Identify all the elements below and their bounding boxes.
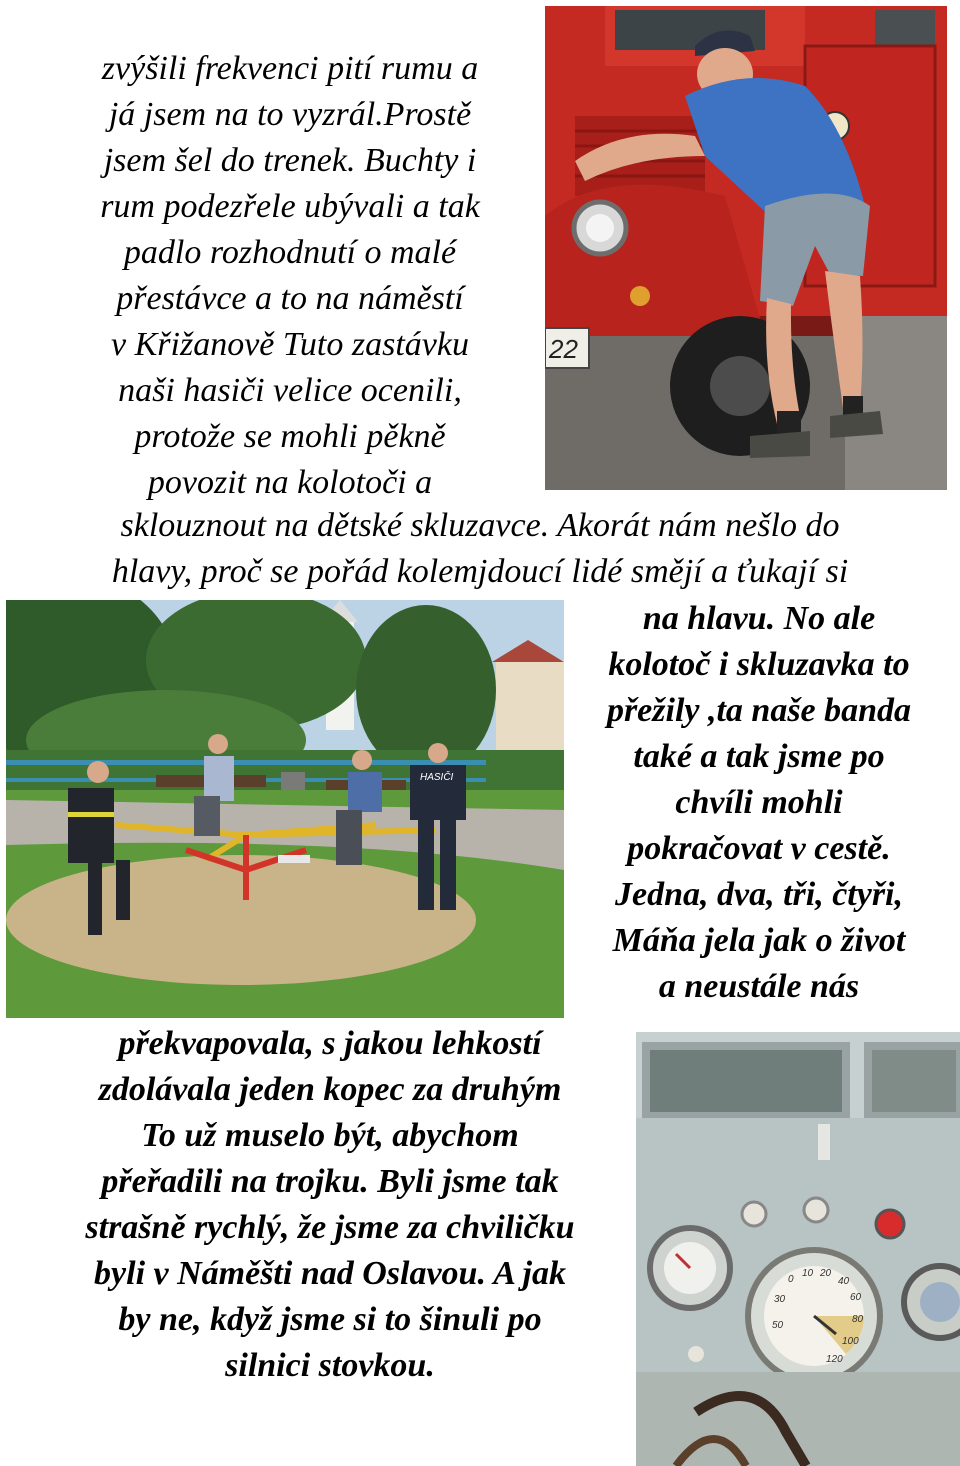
text-line: na hlavu. No ale xyxy=(642,600,876,637)
text-line: překvapovala, s jakou lehkostí xyxy=(118,1025,542,1062)
text-line: by ne, když jsme si to šinuli po xyxy=(118,1301,542,1338)
gauge-number: 30 xyxy=(774,1294,786,1305)
gauge-number: 20 xyxy=(820,1268,832,1279)
bottom-text-block xyxy=(30,1021,630,1389)
gauge-number: 80 xyxy=(852,1314,864,1325)
text-line: zvýšili frekvenci pití rumu a xyxy=(101,50,479,87)
gauge-number: 100 xyxy=(842,1336,859,1347)
text-line: chvíli mohli xyxy=(675,784,843,821)
text-line: protože se mohli pěkně xyxy=(134,418,446,455)
text-line: přestávce a to na náměstí xyxy=(116,280,464,317)
gauge-number: 50 xyxy=(772,1320,784,1331)
plate-text: 22 xyxy=(549,334,578,364)
text-line: zdolávala jeden kopec za druhým xyxy=(98,1071,562,1108)
gauge-number: 40 xyxy=(838,1276,850,1287)
gauge-number: 120 xyxy=(826,1354,843,1365)
text-line: povozit na kolotoči a xyxy=(147,464,433,501)
text-line: přežily ,ta naše banda xyxy=(606,692,912,729)
gauge-number: 60 xyxy=(850,1292,862,1303)
text-line: silnici stovkou. xyxy=(225,1347,435,1384)
right-text-block xyxy=(572,596,946,1010)
text-line: sklouznout na dětské skluzavce. Akorát nám nešlo do xyxy=(120,507,840,544)
text-line: To už muselo být, abychom xyxy=(141,1117,519,1154)
text-line: Máňa jela jak o život xyxy=(612,922,906,959)
playground-carousel-photo xyxy=(6,600,564,1018)
text-line: naši hasiči velice ocenili, xyxy=(118,372,462,409)
jacket-text: HASIČI xyxy=(420,772,454,783)
text-line: hlavy, proč se pořád kolemjdoucí lidé smějí a ťukají si xyxy=(111,553,849,590)
text-line: také a tak jsme po xyxy=(633,738,885,775)
text-line: já jsem na to vyzrál.Prostě xyxy=(108,96,472,133)
text-line: a neustále nás xyxy=(658,968,860,1005)
text-line: Jedna, dva, tři, čtyři, xyxy=(614,876,904,913)
gauge-number: 10 xyxy=(802,1268,814,1279)
top-text-block xyxy=(40,46,540,506)
text-line: rum podezřele ubývali a tak xyxy=(100,188,480,225)
text-line: přeřadili na trojku. Byli jsme tak xyxy=(101,1163,559,1200)
gauge-number: 0 xyxy=(788,1274,794,1285)
text-line: kolotoč i skluzavka to xyxy=(608,646,910,683)
text-line: pokračovat v cestě. xyxy=(627,830,891,867)
text-line: jsem šel do trenek. Buchty i xyxy=(103,142,477,179)
text-line: strašně rychlý, že jsme za chviličku xyxy=(85,1209,575,1246)
middle-text-block xyxy=(20,503,940,595)
dashboard-photo xyxy=(636,1032,960,1466)
fire-truck-photo xyxy=(545,6,947,490)
text-line: v Křižanově Tuto zastávku xyxy=(111,326,469,363)
text-line: padlo rozhodnutí o malé xyxy=(123,234,457,271)
text-line: byli v Náměšti nad Oslavou. A jak xyxy=(94,1255,566,1292)
